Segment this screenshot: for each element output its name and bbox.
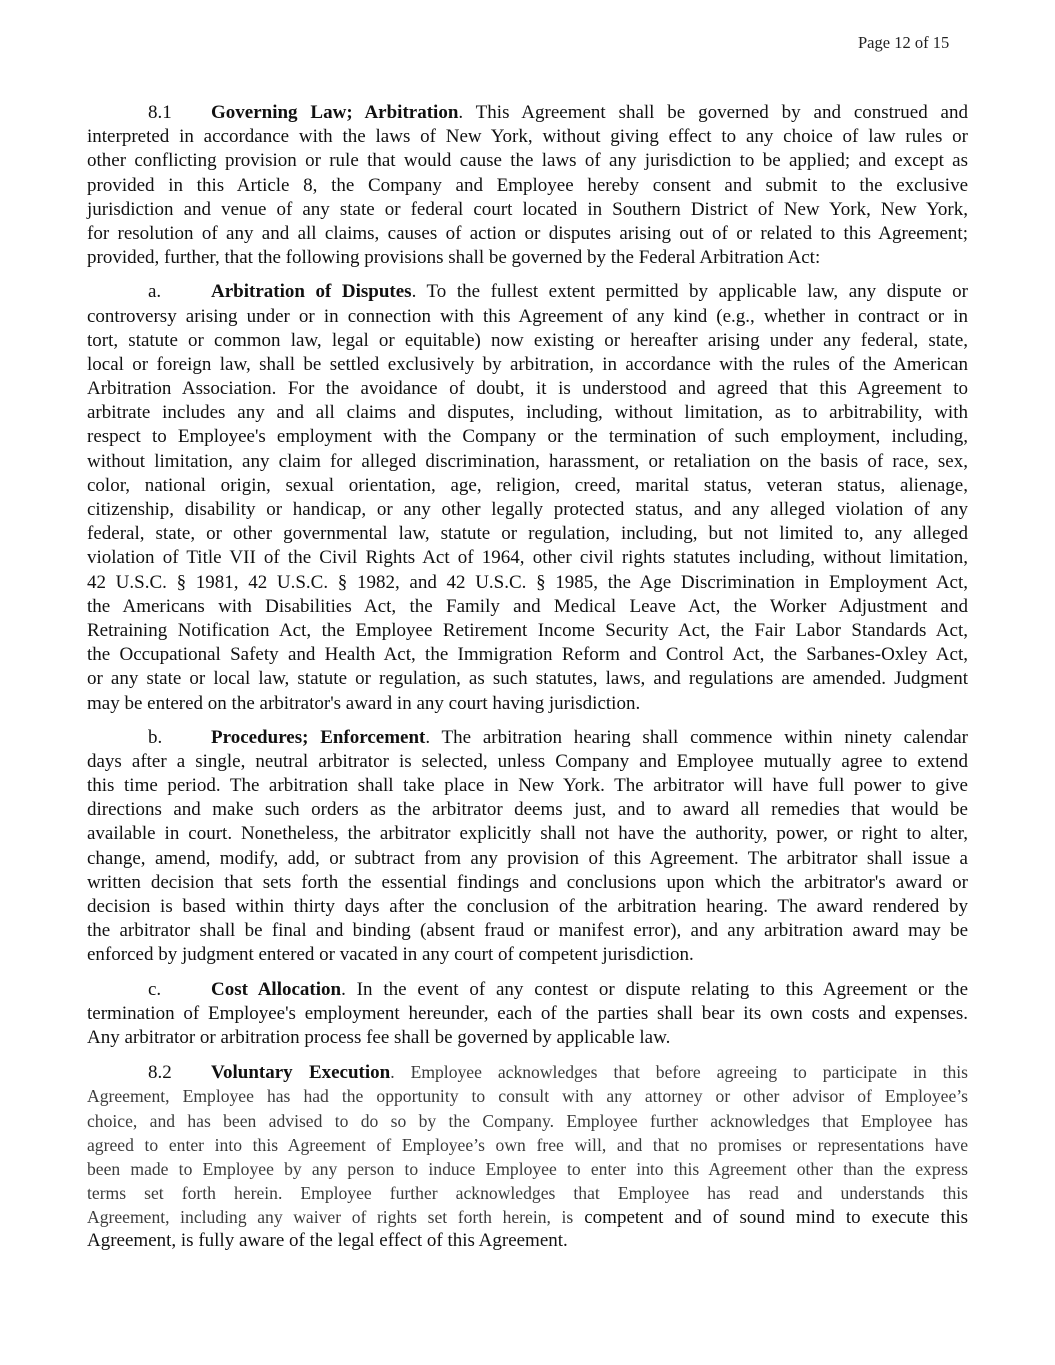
section-line: written decision that sets forth the essential findings and conclusions upon which the arbitrator's award or — [87, 871, 968, 893]
section-line: the Americans with Disabilities Act, the Family and Medical Leave Act, the Worker Adjustment and — [87, 595, 968, 617]
section-line — [87, 978, 968, 1002]
section-line: been made to Employee by any person to induce Employee to enter into this Agreement other than the express — [87, 1158, 968, 1179]
section-line: Arbitration Association. For the avoidance of doubt, it is understood and agreed that this Agreement to — [87, 378, 968, 400]
section-line: days after a single, neutral arbitrator is selected, unless Company and Employee mutually agree to extend — [87, 750, 968, 772]
section-c — [87, 978, 968, 1051]
section-line: interpreted in accordance with the laws of New York, without giving effect to any choice of law rules or — [87, 126, 968, 148]
section-line: the Occupational Safety and Health Act, the Immigration Reform and Control Act, the Sarbanes-Oxley Act, — [87, 644, 968, 666]
section-line: decision is based within thirty days after the conclusion of the arbitration hearing. The award rendered by — [87, 896, 968, 917]
section-line: this time period. The arbitration shall take place in New York. The arbitrator will have full power to give — [87, 775, 968, 797]
section-line: jurisdiction and venue of any state or federal court located in Southern District of New York, New York, — [87, 198, 968, 220]
section-line: agreed to enter into this Agreement of Employee’s own free will, and that no promises or representations have — [87, 1134, 968, 1155]
section-heading: Procedures; Enforcement — [211, 726, 426, 748]
section-text: . To the fullest extent permitted by applicable law, any dispute or — [411, 281, 968, 303]
section-heading: Governing Law; Arbitration — [211, 102, 459, 123]
section-line: Agreement, is fully aware of the legal effect of this Agreement. — [87, 1230, 568, 1252]
section-line: directions and make such orders as the arbitrator deems just, and to award all remedies that would be — [87, 799, 968, 821]
section-line — [87, 1060, 968, 1084]
section-text: . The arbitration hearing shall commence within ninety calendar — [425, 726, 968, 748]
section-line: local or foreign law, shall be settled exclusively by arbitration, in accordance with the rules of the American — [87, 353, 968, 375]
section-line: arbitrate includes any and all claims and disputes, including, without limitation, as to arbitrability, with — [87, 402, 968, 424]
section-text: competent and of sound mind to execute this — [573, 1207, 969, 1229]
section-number: 8.1 — [148, 102, 172, 123]
section-line: for resolution of any and all claims, causes of action or disputes arising out of or related to this Agreement; — [87, 222, 968, 244]
section-line: or any state or local law, statute or regulation, as such statutes, laws, and regulations are amended. Judgment — [87, 668, 968, 690]
section-line: Agreement, Employee has had the opportunity to consult with any attorney or other advisor of Employee’s — [87, 1086, 968, 1107]
section-text: . Employee acknowledges that before agreeing to participate in this — [390, 1062, 968, 1083]
section-line — [87, 280, 968, 304]
section-number: b. — [148, 726, 163, 748]
section-heading: Cost Allocation — [211, 978, 342, 1000]
section-line: terms set forth herein. Employee further acknowledges that Employee has read and understands this — [87, 1183, 968, 1204]
section-line: provided in this Article 8, the Company and Employee hereby consent and submit to the exclusive — [87, 174, 968, 196]
section-line: color, national origin, sexual orientation, age, religion, creed, marital status, veteran status, alienage, — [87, 474, 968, 496]
section-8-2 — [87, 1060, 968, 1254]
section-line: the arbitrator shall be final and binding (absent fraud or manifest error), and any arbitration award may be — [87, 920, 968, 942]
section-8-1 — [87, 101, 968, 270]
section-line: citizenship, disability or handicap, or any other legally protected status, and any alleged violation of any — [87, 499, 968, 520]
section-line — [87, 726, 968, 750]
section-line: respect to Employee's employment with the Company or the termination of such employment, including, — [87, 426, 968, 448]
section-b — [87, 726, 968, 968]
section-line: choice, and has been advised to do so by the Company. Employee further acknowledges that Employee has — [87, 1110, 968, 1131]
section-line: 42 U.S.C. § 1981, 42 U.S.C. § 1982, and 42 U.S.C. § 1985, the Age Discrimination in Employment Act, — [87, 571, 968, 593]
section-number: 8.2 — [148, 1062, 172, 1084]
section-line: other conflicting provision or rule that would cause the laws of any jurisdiction to be applied; and except as — [87, 150, 968, 172]
document-body — [87, 101, 968, 1264]
section-number: c. — [148, 978, 162, 1000]
section-a — [87, 280, 968, 715]
section-line: may be entered on the arbitrator's award in any court having jurisdiction. — [87, 692, 641, 714]
section-line: change, amend, modify, add, or subtract from any provision of this Agreement. The arbitrator shall issue a — [87, 847, 968, 869]
section-heading: Voluntary Execution — [211, 1062, 391, 1084]
section-line: without limitation, any claim for alleged discrimination, harassment, or retaliation on the basis of race, sex, — [87, 450, 968, 472]
section-number: a. — [148, 281, 162, 303]
section-text: Agreement, including any waiver of rights set forth herein, is — [87, 1207, 574, 1228]
section-line: provided, further, that the following provisions shall be governed by the Federal Arbitration Act: — [87, 247, 821, 269]
section-line: federal, state, or other governmental law, statute or regulation, including, but not limited to, any alleged — [87, 523, 968, 545]
section-text: . This Agreement shall be governed by and construed and — [458, 102, 968, 123]
section-line: enforced by judgment entered or vacated in any court of competent jurisdiction. — [87, 944, 694, 966]
section-line: Any arbitrator or arbitration process fee shall be governed by applicable law. — [87, 1026, 671, 1048]
page-number: Page 12 of 15 — [858, 33, 950, 52]
section-line — [87, 101, 968, 125]
section-line: available in court. Nonetheless, the arbitrator explicitly shall not have the authority, power, or right to alter, — [87, 823, 968, 845]
section-line: termination of Employee's employment hereunder, each of the parties shall bear its own costs and expenses. — [87, 1002, 968, 1024]
section-heading: Arbitration of Disputes — [211, 281, 412, 303]
section-line — [87, 1205, 968, 1229]
section-line: tort, statute or common law, legal or equitable) now existing or hereafter arising under any federal, state, — [87, 329, 968, 351]
section-line: Retraining Notification Act, the Employee Retirement Income Security Act, the Fair Labor Standards Act, — [87, 619, 968, 641]
section-line: violation of Title VII of the Civil Rights Act of 1964, other civil rights statutes including, without limitation, — [87, 547, 968, 569]
section-line: controversy arising under or in connection with this Agreement of any kind (e.g., whether in contract or in — [87, 305, 968, 327]
section-text: . In the event of any contest or dispute relating to this Agreement or the — [341, 978, 968, 1000]
